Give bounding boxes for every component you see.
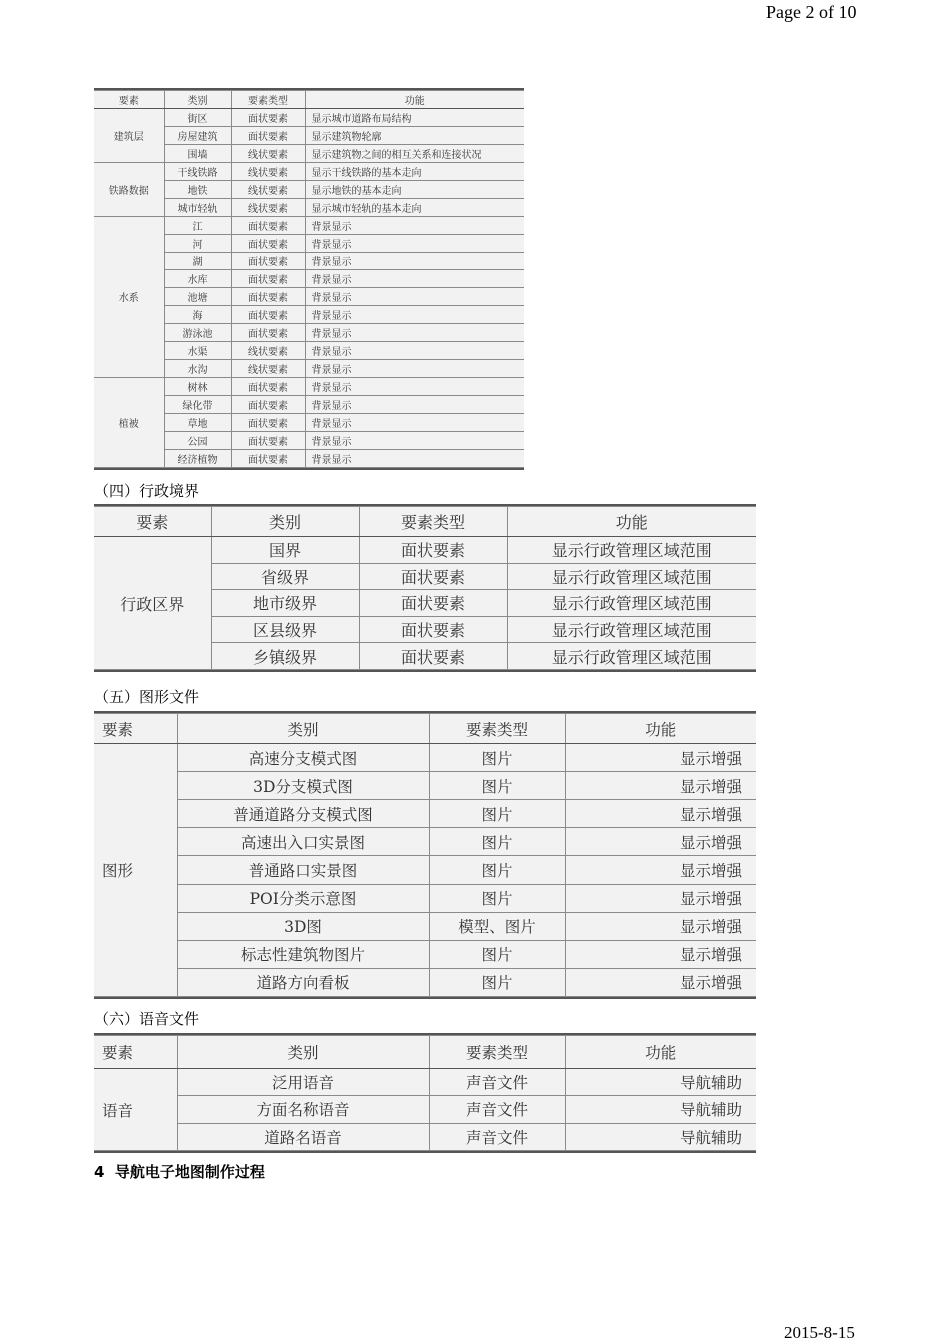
category-cell: 水沟 [164, 360, 231, 378]
table-row [94, 772, 756, 800]
function-cell: 背景显示 [305, 449, 524, 467]
type-cell: 面状要素 [231, 109, 305, 127]
category-cell: 水库 [164, 270, 231, 288]
table-graphic-files [94, 711, 756, 999]
category-cell: 湖 [164, 252, 231, 270]
type-cell: 面状要素 [231, 324, 305, 342]
function-cell: 背景显示 [305, 288, 524, 306]
type-cell: 面状要素 [231, 413, 305, 431]
function-cell: 显示城市轻轨的基本走向 [305, 198, 524, 216]
category-cell: 3D图 [177, 912, 429, 940]
category-cell: POI分类示意图 [177, 884, 429, 912]
function-cell: 显示增强 [565, 800, 756, 828]
function-cell: 显示增强 [565, 772, 756, 800]
function-cell: 背景显示 [305, 378, 524, 396]
section-caption-voice-files: （六）语音文件 [94, 1010, 200, 1028]
function-cell: 背景显示 [305, 431, 524, 449]
function-cell: 背景显示 [305, 360, 524, 378]
category-cell: 方面名称语音 [177, 1096, 429, 1123]
element-cell: 图形 [94, 744, 177, 997]
type-cell: 线状要素 [231, 180, 305, 198]
type-cell: 声音文件 [429, 1096, 565, 1123]
category-cell: 省级界 [211, 563, 359, 590]
col-element: 要素 [94, 714, 177, 744]
section-heading [94, 1161, 265, 1182]
type-cell: 面状要素 [231, 252, 305, 270]
category-cell: 河 [164, 234, 231, 252]
type-cell: 面状要素 [231, 431, 305, 449]
type-cell: 线状要素 [231, 198, 305, 216]
category-cell: 江 [164, 216, 231, 234]
category-cell: 区县级界 [211, 616, 359, 643]
category-cell: 围墙 [164, 144, 231, 162]
type-cell: 线状要素 [231, 144, 305, 162]
type-cell: 图片 [429, 940, 565, 968]
table-row [94, 216, 524, 234]
type-cell: 线状要素 [231, 162, 305, 180]
function-cell: 显示行政管理区域范围 [507, 537, 756, 564]
type-cell: 图片 [429, 772, 565, 800]
function-cell: 显示增强 [565, 968, 756, 996]
type-cell: 线状要素 [231, 360, 305, 378]
col-type: 要素类型 [231, 91, 305, 109]
function-cell: 背景显示 [305, 234, 524, 252]
col-type: 要素类型 [429, 1036, 565, 1069]
table-row [94, 884, 756, 912]
type-cell: 图片 [429, 828, 565, 856]
table-row [94, 912, 756, 940]
category-cell: 高速分支模式图 [177, 744, 429, 772]
type-cell: 面状要素 [231, 216, 305, 234]
type-cell: 面状要素 [231, 378, 305, 396]
category-cell: 城市轻轨 [164, 198, 231, 216]
function-cell: 显示干线铁路的基本走向 [305, 162, 524, 180]
category-cell: 草地 [164, 413, 231, 431]
function-cell: 显示行政管理区域范围 [507, 590, 756, 617]
category-cell: 普通道路分支模式图 [177, 800, 429, 828]
col-element: 要素 [94, 91, 164, 109]
category-cell: 池塘 [164, 288, 231, 306]
category-cell: 树林 [164, 378, 231, 396]
function-cell: 背景显示 [305, 396, 524, 414]
type-cell: 图片 [429, 800, 565, 828]
col-function: 功能 [507, 507, 756, 537]
function-cell: 背景显示 [305, 216, 524, 234]
function-cell: 显示增强 [565, 912, 756, 940]
function-cell: 显示行政管理区域范围 [507, 563, 756, 590]
category-cell: 房屋建筑 [164, 126, 231, 144]
element-cell: 建筑层 [94, 109, 164, 163]
section-caption-graphic-files: （五）图形文件 [94, 688, 200, 706]
table-row [94, 162, 524, 180]
type-cell: 面状要素 [359, 643, 507, 670]
category-cell: 泛用语音 [177, 1069, 429, 1096]
function-cell: 显示增强 [565, 828, 756, 856]
page-date: 2015-8-15 [784, 1323, 855, 1342]
category-cell: 地市级界 [211, 590, 359, 617]
function-cell: 背景显示 [305, 324, 524, 342]
col-function: 功能 [565, 714, 756, 744]
category-cell: 游泳池 [164, 324, 231, 342]
category-cell: 地铁 [164, 180, 231, 198]
type-cell: 面状要素 [231, 288, 305, 306]
category-cell: 普通路口实景图 [177, 856, 429, 884]
type-cell: 面状要素 [231, 126, 305, 144]
function-cell: 显示增强 [565, 940, 756, 968]
function-cell: 显示增强 [565, 744, 756, 772]
type-cell: 面状要素 [359, 537, 507, 564]
category-cell: 经济植物 [164, 449, 231, 467]
table-row [94, 744, 756, 772]
function-cell: 背景显示 [305, 270, 524, 288]
type-cell: 模型、图片 [429, 912, 565, 940]
function-cell: 显示建筑物之间的相互关系和连接状况 [305, 144, 524, 162]
function-cell: 导航辅助 [565, 1096, 756, 1123]
function-cell: 显示地铁的基本走向 [305, 180, 524, 198]
type-cell: 面状要素 [231, 396, 305, 414]
function-cell: 导航辅助 [565, 1069, 756, 1096]
col-category: 类别 [177, 1036, 429, 1069]
function-cell: 显示行政管理区域范围 [507, 643, 756, 670]
table-row [94, 1096, 756, 1123]
function-cell: 显示行政管理区域范围 [507, 616, 756, 643]
element-cell: 语音 [94, 1069, 177, 1151]
category-cell: 乡镇级界 [211, 643, 359, 670]
type-cell: 图片 [429, 884, 565, 912]
type-cell: 面状要素 [231, 234, 305, 252]
type-cell: 图片 [429, 968, 565, 996]
table-row [94, 1123, 756, 1150]
col-function: 功能 [565, 1036, 756, 1069]
element-cell: 水系 [94, 216, 164, 377]
table-row [94, 828, 756, 856]
col-category: 类别 [211, 507, 359, 537]
type-cell: 图片 [429, 744, 565, 772]
table-voice-files [94, 1033, 756, 1153]
table-row [94, 940, 756, 968]
function-cell: 导航辅助 [565, 1123, 756, 1150]
type-cell: 面状要素 [359, 590, 507, 617]
table-map-layers [94, 88, 524, 470]
type-cell: 面状要素 [231, 306, 305, 324]
category-cell: 标志性建筑物图片 [177, 940, 429, 968]
col-element: 要素 [94, 507, 211, 537]
col-type: 要素类型 [359, 507, 507, 537]
element-cell: 植被 [94, 378, 164, 468]
category-cell: 高速出入口实景图 [177, 828, 429, 856]
type-cell: 声音文件 [429, 1069, 565, 1096]
category-cell: 道路名语音 [177, 1123, 429, 1150]
function-cell: 背景显示 [305, 342, 524, 360]
type-cell: 面状要素 [359, 563, 507, 590]
table-row [94, 109, 524, 127]
category-cell: 绿化带 [164, 396, 231, 414]
function-cell: 显示建筑物轮廓 [305, 126, 524, 144]
table-row [94, 1069, 756, 1096]
function-cell: 背景显示 [305, 306, 524, 324]
type-cell: 线状要素 [231, 342, 305, 360]
page-number: Page 2 of 10 [766, 2, 857, 22]
type-cell: 声音文件 [429, 1123, 565, 1150]
function-cell: 显示增强 [565, 884, 756, 912]
function-cell: 显示城市道路布局结构 [305, 109, 524, 127]
section-title: 导航电子地图制作过程 [114, 1163, 265, 1181]
section-number: 4 [94, 1163, 105, 1181]
category-cell: 海 [164, 306, 231, 324]
category-cell: 道路方向看板 [177, 968, 429, 996]
type-cell: 面状要素 [359, 616, 507, 643]
table-row [94, 378, 524, 396]
type-cell: 面状要素 [231, 270, 305, 288]
function-cell: 背景显示 [305, 252, 524, 270]
category-cell: 街区 [164, 109, 231, 127]
col-category: 类别 [164, 91, 231, 109]
category-cell: 3D分支模式图 [177, 772, 429, 800]
col-type: 要素类型 [429, 714, 565, 744]
category-cell: 水渠 [164, 342, 231, 360]
table-row [94, 800, 756, 828]
type-cell: 图片 [429, 856, 565, 884]
function-cell: 背景显示 [305, 413, 524, 431]
function-cell: 显示增强 [565, 856, 756, 884]
element-cell: 行政区界 [94, 537, 211, 670]
table-row [94, 856, 756, 884]
col-element: 要素 [94, 1036, 177, 1069]
section-caption-admin-boundary: （四）行政境界 [94, 482, 200, 500]
category-cell: 国界 [211, 537, 359, 564]
type-cell: 面状要素 [231, 449, 305, 467]
element-cell: 铁路数据 [94, 162, 164, 216]
col-function: 功能 [305, 91, 524, 109]
col-category: 类别 [177, 714, 429, 744]
table-admin-boundary [94, 504, 756, 672]
category-cell: 公园 [164, 431, 231, 449]
table-row [94, 537, 756, 564]
category-cell: 干线铁路 [164, 162, 231, 180]
table-row [94, 968, 756, 996]
